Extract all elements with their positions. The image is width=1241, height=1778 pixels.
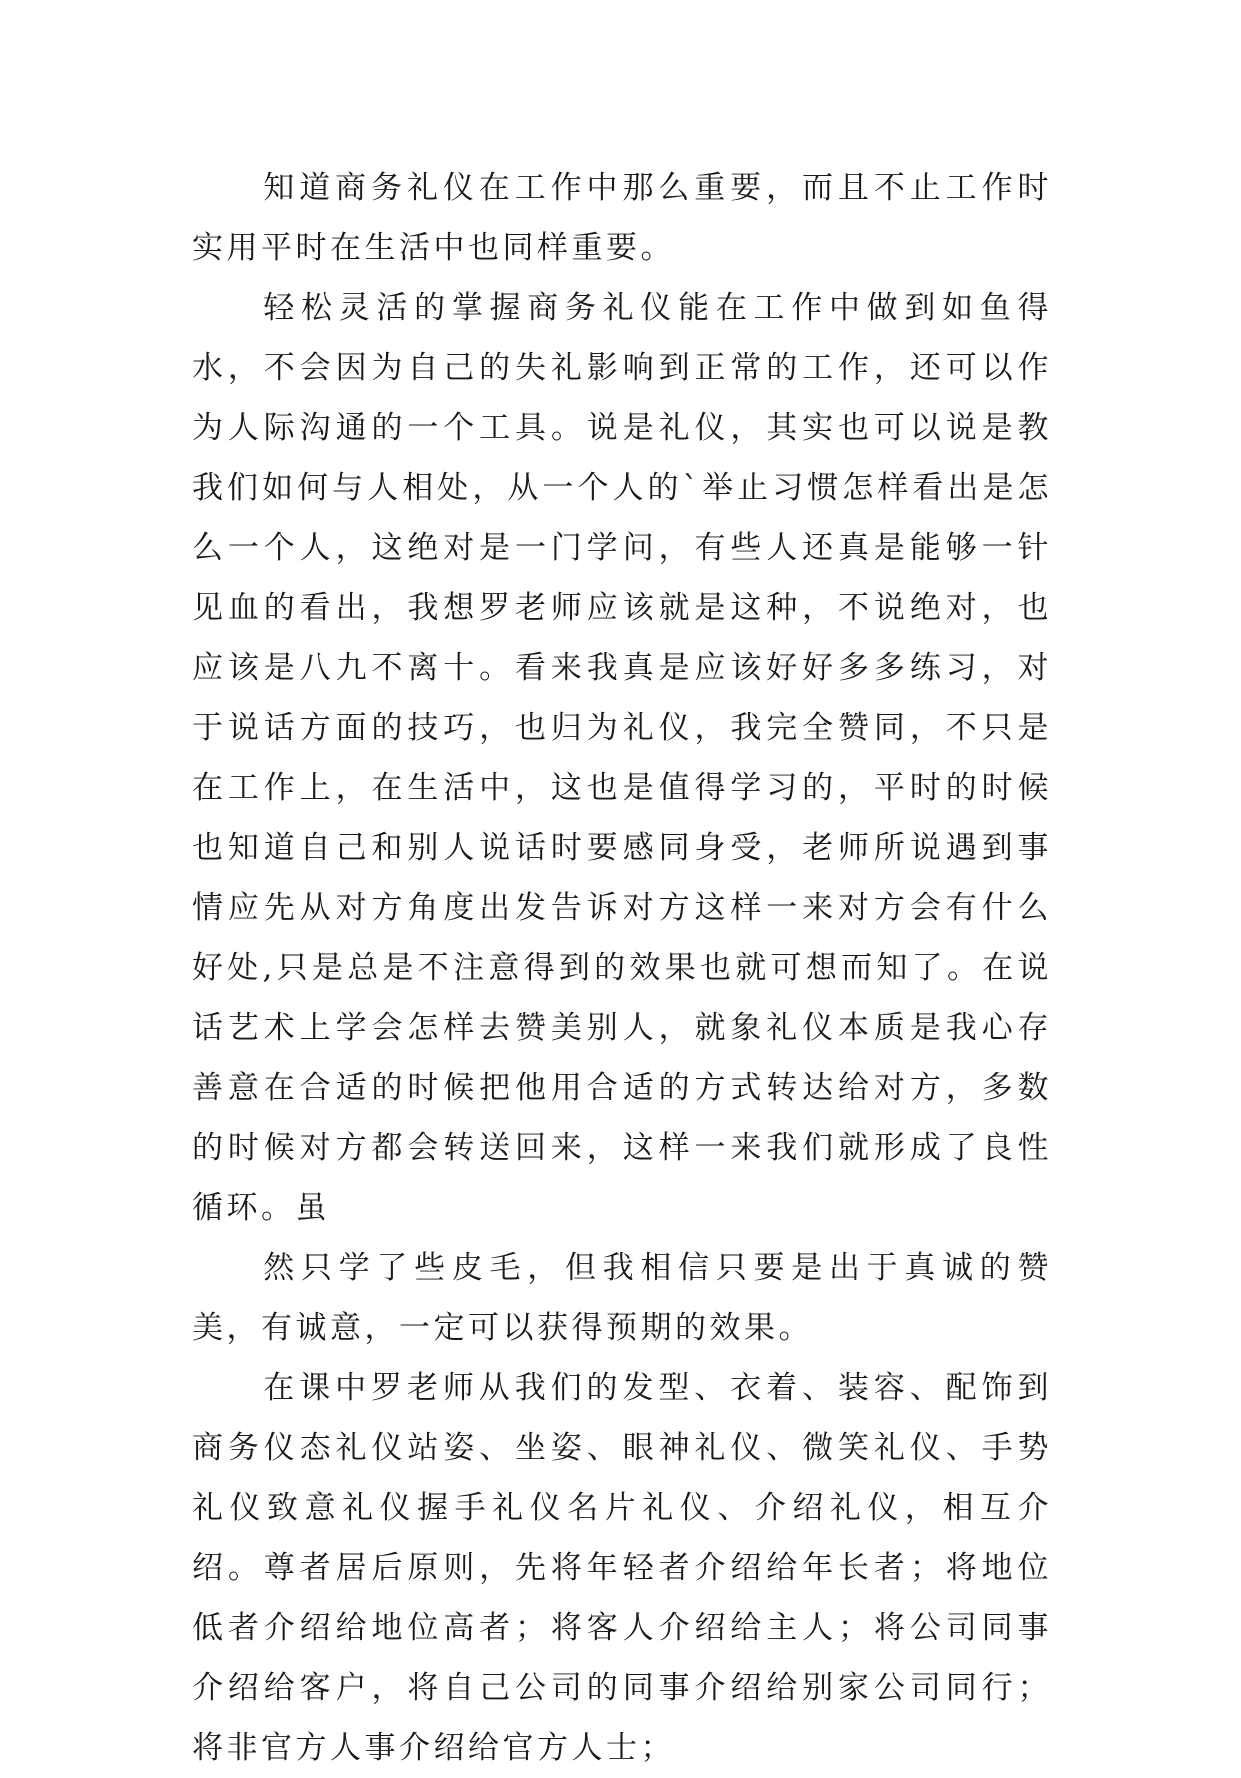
paragraph-1: 知道商务礼仪在工作中那么重要，而且不止工作时实用平时在生活中也同样重要。 [192, 170, 1052, 266]
body-text [192, 158, 1052, 1778]
paragraph-4: 在课中罗老师从我们的发型、衣着、装容、配饰到商务仪态礼仪站姿、坐姿、眼神礼仪、微笑礼仪、手势礼仪致意礼仪握手礼仪名片礼仪、介绍礼仪，相互介绍。尊者居后原则，先将年轻者介绍给年长者；将地位低者介绍给地位高者；将客人介绍给主人；将公司同事介绍给客户，将自己公司的同事介绍给别家公司同行；将非官方人事介绍给官方人士； [192, 1370, 1052, 1766]
paragraph-2: 轻松灵活的掌握商务礼仪能在工作中做到如鱼得水，不会因为自己的失礼影响到正常的工作，还可以作为人际沟通的一个工具。说是礼仪，其实也可以说是教我们如何与人相处，从一个人的`举止习惯怎样看出是怎么一个人，这绝对是一门学问，有些人还真是能够一针见血的看出，我想罗老师应该就是这种，不说绝对，也应该是八九不离十。看来我真是应该好好多多练习，对于说话方面的技巧，也归为礼仪，我完全赞同，不只是在工作上，在生活中，这也是值得学习的，平时的时候也知道自己和别人说话时要感同身受，老师所说遇到事情应先从对方角度出发告诉对方这样一来对方会有什么好处,只是总是不注意得到的效果也就可想而知了。在说话艺术上学会怎样去赞美别人，就象礼仪本质是我心存善意在合适的时候把他用合适的方式转达给对方，多数的时候对方都会转送回来，这样一来我们就形成了良性循环。虽 [192, 290, 1052, 1226]
paragraph-3: 然只学了些皮毛，但我相信只要是出于真诚的赞美，有诚意，一定可以获得预期的效果。 [192, 1250, 1052, 1346]
